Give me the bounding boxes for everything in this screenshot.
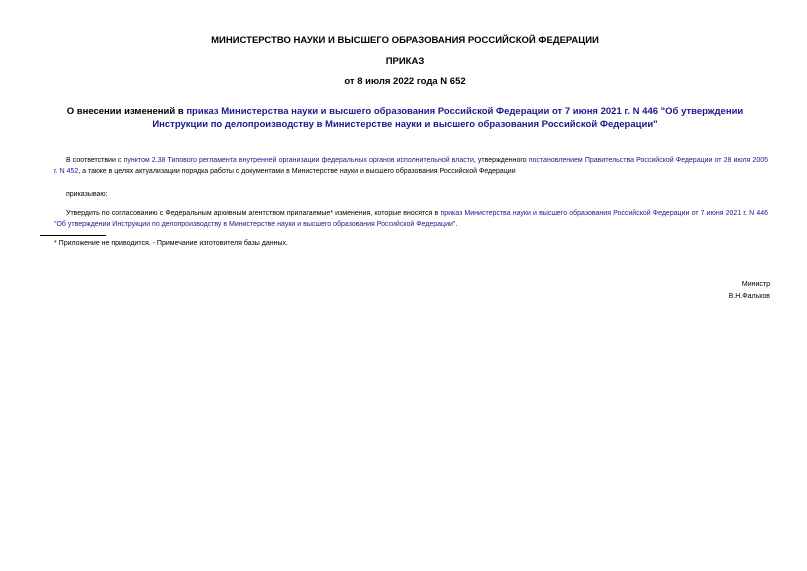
document-type: ПРИКАЗ (385, 56, 425, 67)
document-date: от 8 июля 2022 года N 652 (344, 76, 466, 87)
approve-amended-order-link[interactable]: приказ Министерства науки и высшего образования Российской Федерации от 7 июня 2021 г. N 446 "Об утверждении Инструкции по делопроизводству в Министерстве науки и высшего образования Российской Федерации" (54, 210, 768, 228)
document-title (50, 105, 760, 131)
footnote-divider (40, 235, 106, 236)
title-prefix: О внесении изменений в (66, 106, 187, 117)
paragraph-order-word: приказываю: (66, 191, 108, 198)
signatory-name: В.Н.Фальков (728, 293, 770, 300)
paragraph-basis (54, 155, 768, 177)
government-resolution-link[interactable]: постановлением Правительства Российской Федерации от 28 июля 2005 г. N 452 (54, 157, 769, 175)
basis-text-b: , утвержденного (473, 157, 529, 164)
ministry-name: МИНИСТЕРСТВО НАУКИ И ВЫСШЕГО ОБРАЗОВАНИЯ РОССИЙСКОЙ ФЕДЕРАЦИИ (211, 35, 599, 46)
signature-block (729, 279, 770, 303)
basis-text-a: В соответствии с (66, 157, 124, 164)
regulation-clause-link[interactable]: пунктом 2.38 Типового регламента внутренней организации федеральных органов исполнительной власти (123, 157, 474, 164)
approve-text-b: . (455, 221, 458, 228)
approve-text-a: Утвердить по согласованию с Федеральным архивным агентством прилагаемые* изменения, которые вносятся в (66, 210, 441, 217)
title-amended-order-link[interactable]: приказ Министерства науки и высшего образования Российской Федерации от 7 июня 2021 г. N 446 "Об утверждении Инструкции по делопроизводству в Министерстве науки и высшего образования Российской Федерации" (152, 106, 744, 130)
footnote-text: * Приложение не приводится. - Примечание изготовителя базы данных. (54, 240, 288, 247)
document-page (40, 0, 770, 571)
paragraph-approve (54, 208, 768, 230)
basis-text-c: , а также в целях актуализации порядка работы с документами в Министерстве науки и высшего образования Российской Федерации (78, 168, 516, 175)
signatory-position: Министр (741, 281, 770, 288)
